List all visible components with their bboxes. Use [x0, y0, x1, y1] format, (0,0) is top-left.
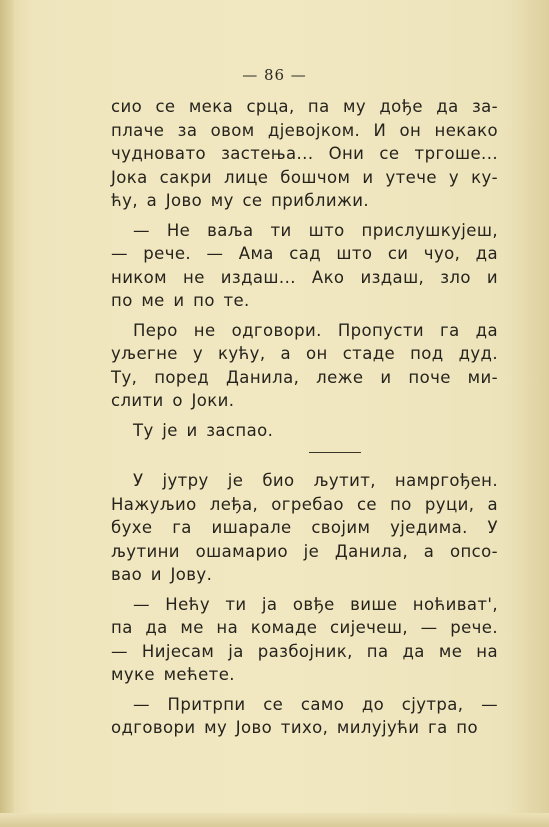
body-text — [111, 95, 498, 740]
page-number: — 86 — — [242, 66, 307, 84]
text-line: по ме и по те. — [111, 291, 250, 310]
paragraph — [111, 219, 498, 313]
text-line: Ту је и заспао. — [133, 420, 274, 440]
text-line: уљегне у кућу, а он стаде под дуд. — [111, 344, 498, 363]
text-line: — Притрпи се само до сјутра, — — [133, 694, 498, 714]
paragraph — [111, 693, 498, 740]
page-gutter — [0, 0, 14, 827]
paragraph — [111, 95, 498, 213]
text-line: па да ме на комаде сијечеш, — рече. — [111, 618, 498, 637]
text-line: — Нијесам ја разбојник, па да ме на — [111, 641, 498, 661]
paragraph — [111, 319, 498, 413]
text-line: слити о Јоки. — [111, 391, 235, 410]
paragraph — [111, 419, 498, 443]
text-section-2 — [111, 469, 498, 740]
text-line: муке мећете. — [111, 665, 235, 684]
text-line: ћу, а Јово му се приближи. — [111, 191, 369, 210]
text-line: — Не ваља ти што прислушкујеш, — [133, 220, 498, 240]
text-line: бухе га ишарале својим уједима. У — [111, 518, 498, 537]
text-line: одговори му Јово тихо, милујући га по — [111, 718, 478, 737]
text-line: плаче за овом дјевојком. И он некако — [111, 120, 498, 140]
text-line: — рече. — Ама сад што си чуо, да — [111, 244, 498, 263]
text-line: ником не издаш... Ако издаш, зло и — [111, 267, 498, 287]
text-line: — Нећу ти ја овђе више ноћиват', — [133, 594, 498, 614]
text-line: Ту, поред Данила, леже и поче ми- — [111, 367, 498, 387]
page-bottom-edge — [0, 813, 549, 827]
text-line: сио се мека срца, па му дође да за- — [111, 97, 498, 116]
text-line: Јока сакри лице бошчом и утече у ку- — [111, 167, 498, 187]
paragraph — [111, 469, 498, 587]
text-line: Нажуљио леђа, огребао се по руци, а — [111, 494, 498, 514]
text-line: чудновато застења... Они се тргоше... — [111, 144, 498, 163]
text-line: У јутру је био љутит, намргођен. — [133, 471, 498, 490]
paragraph — [111, 593, 498, 687]
section-divider — [309, 452, 361, 453]
text-line: Перо не одговори. Пропусти га да — [133, 320, 498, 340]
text-line: љутини ошамарио је Данила, а опсо- — [111, 541, 498, 561]
text-section-1 — [111, 95, 498, 442]
text-line: вао и Јову. — [111, 565, 213, 584]
